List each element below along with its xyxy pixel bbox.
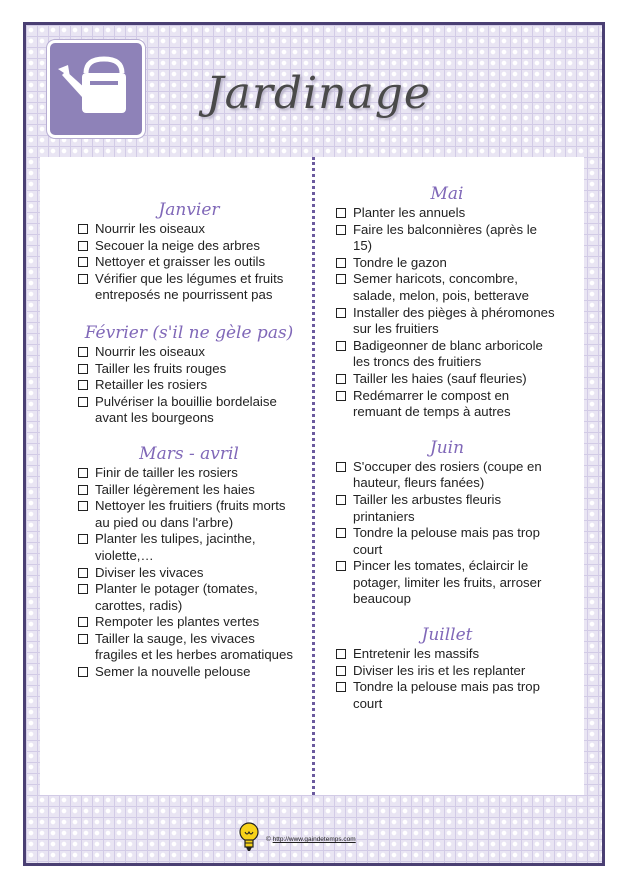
task-item[interactable]: Tailler les arbustes fleuris printaniers [336,492,558,525]
checkbox[interactable] [78,274,88,284]
checkbox[interactable] [78,224,88,234]
task-item[interactable]: Finir de tailler les rosiers [78,465,300,482]
checkbox[interactable] [78,241,88,251]
task-item[interactable]: Nettoyer et graisser les outils [78,254,300,271]
footer-link-text[interactable]: © http://www.gaindetemps.com [266,836,356,843]
task-item[interactable]: Vérifier que les légumes et fruits entreposés ne pourrissent pas [78,271,300,304]
task-item[interactable]: Nourrir les oiseaux [78,221,300,238]
month-heading-mars-avril: Mars - avril [139,443,239,464]
checkbox[interactable] [336,258,346,268]
watering-can-icon [56,53,136,123]
checkbox[interactable] [336,649,346,659]
checkbox[interactable] [336,341,346,351]
checkbox[interactable] [78,468,88,478]
task-item[interactable]: Installer des pièges à phéromones sur les fruitiers [336,305,558,338]
month-heading-mai: Mai [430,184,464,204]
task-item[interactable]: Semer haricots, concombre, salade, melon, pois, betterave [336,271,558,304]
task-item[interactable]: Pulvériser la bouillie bordelaise avant les bourgeons [78,394,300,427]
checkbox[interactable] [78,534,88,544]
task-list-juillet [336,646,558,712]
task-item[interactable]: Pincer les tomates, éclaircir le potager, limiter les fruits, arroser beaucoup [336,558,558,608]
right-column [336,157,558,712]
month-heading-juin: Juin [429,437,465,458]
task-item[interactable]: Nourrir les oiseaux [78,344,300,361]
task-list-mars-avril [78,465,300,681]
checkbox[interactable] [336,462,346,472]
month-heading-janvier: Janvier [158,200,220,220]
checkbox[interactable] [336,528,346,538]
checkbox[interactable] [78,568,88,578]
checkbox[interactable] [78,257,88,267]
task-item[interactable]: Tondre la pelouse mais pas trop court [336,525,558,558]
task-item[interactable]: Tailler les fruits rouges [78,361,300,378]
task-item[interactable]: Tailler les haies (sauf fleuries) [336,371,558,388]
checkbox[interactable] [336,308,346,318]
checkbox[interactable] [336,274,346,284]
footer [238,822,438,852]
checkbox[interactable] [78,397,88,407]
checkbox[interactable] [336,374,346,384]
task-list-mai [336,205,558,421]
task-list-fevrier [78,344,300,427]
checkbox[interactable] [78,380,88,390]
checkbox[interactable] [336,391,346,401]
task-list-juin [336,459,558,608]
task-item[interactable]: Secouer la neige des arbres [78,238,300,255]
task-item[interactable]: Redémarrer le compost en remuant de temps à autres [336,388,558,421]
task-item[interactable]: Tailler la sauge, les vivaces fragiles et les herbes aromatiques [78,631,300,664]
task-item[interactable]: Tailler légèrement les haies [78,482,300,499]
task-item[interactable]: Diviser les vivaces [78,565,300,582]
page-title: Jardinage [206,68,431,119]
task-item[interactable]: Tondre le gazon [336,255,558,272]
task-item[interactable]: Semer la nouvelle pelouse [78,664,300,681]
task-item[interactable]: Rempoter les plantes vertes [78,614,300,631]
task-item[interactable]: Planter le potager (tomates, carottes, radis) [78,581,300,614]
task-item[interactable]: Planter les annuels [336,205,558,222]
task-item[interactable]: Entretenir les massifs [336,646,558,663]
task-item[interactable]: Tondre la pelouse mais pas trop court [336,679,558,712]
checkbox[interactable] [78,501,88,511]
checkbox[interactable] [336,682,346,692]
checkbox[interactable] [336,666,346,676]
checkbox[interactable] [78,617,88,627]
task-item[interactable]: Planter les tulipes, jacinthe, violette,… [78,531,300,564]
left-column [78,157,300,681]
lightbulb-icon [238,822,260,854]
column-divider [312,157,315,795]
task-item[interactable]: Retailler les rosiers [78,377,300,394]
month-heading-fevrier: Février (s'il ne gèle pas) [84,322,294,343]
checkbox[interactable] [336,561,346,571]
checkbox[interactable] [78,584,88,594]
task-list-janvier [78,221,300,304]
checkbox[interactable] [78,347,88,357]
task-item[interactable]: Nettoyer les fruitiers (fruits morts au pied ou dans l'arbre) [78,498,300,531]
checkbox[interactable] [336,495,346,505]
task-item[interactable]: Diviser les iris et les replanter [336,663,558,680]
checkbox[interactable] [336,225,346,235]
checkbox[interactable] [78,634,88,644]
checkbox[interactable] [78,667,88,677]
task-item[interactable]: Faire les balconnières (après le 15) [336,222,558,255]
logo [47,40,145,138]
month-heading-juillet: Juillet [421,625,473,646]
checkbox[interactable] [78,485,88,495]
website-link[interactable]: http://www.gaindetemps.com [272,836,356,843]
task-item[interactable]: Badigeonner de blanc arboricole les troncs des fruitiers [336,338,558,371]
checkbox[interactable] [336,208,346,218]
checkbox[interactable] [78,364,88,374]
task-item[interactable]: S'occuper des rosiers (coupe en hauteur, fleurs fanées) [336,459,558,492]
